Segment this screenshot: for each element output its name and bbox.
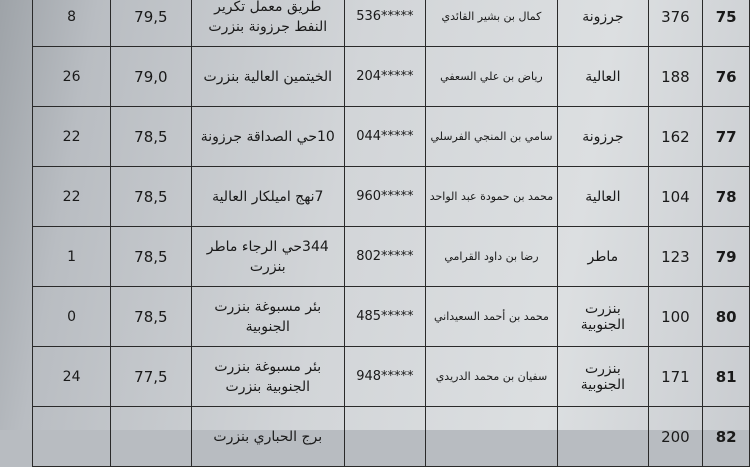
score-cell: 78,5 — [111, 227, 191, 287]
code-cell: 171 — [648, 347, 703, 407]
table-row — [33, 347, 750, 407]
row-number: 78 — [703, 167, 750, 227]
name-cell: سفيان بن محمد الدريدي — [425, 347, 557, 407]
rank-cell: 26 — [33, 47, 111, 107]
code-cell: 376 — [648, 0, 703, 47]
address-cell: 7نهج اميلكار العالية — [191, 167, 344, 227]
table-row — [33, 227, 750, 287]
code-cell: 104 — [648, 167, 703, 227]
row-number: 76 — [703, 47, 750, 107]
row-number: 81 — [703, 347, 750, 407]
table-row — [33, 107, 750, 167]
address-cell: 10حي الصداقة جرزونة — [191, 107, 344, 167]
table-row — [33, 287, 750, 347]
name-cell: محمد بن أحمد السعيداني — [425, 287, 557, 347]
table-row — [33, 47, 750, 107]
address-cell: الخيتمين العالية بنزرت — [191, 47, 344, 107]
name-cell — [425, 407, 557, 467]
code-cell: 123 — [648, 227, 703, 287]
rank-cell: 1 — [33, 227, 111, 287]
row-number: 79 — [703, 227, 750, 287]
rank-cell: 22 — [33, 107, 111, 167]
score-cell: 77,5 — [111, 347, 191, 407]
score-cell: 79,5 — [111, 0, 191, 47]
region-cell — [558, 407, 648, 467]
name-cell: رضا بن داود القرامي — [425, 227, 557, 287]
id-cell: 485***** — [344, 287, 425, 347]
row-number: 82 — [703, 407, 750, 467]
table-row — [33, 407, 750, 467]
code-cell: 100 — [648, 287, 703, 347]
region-cell: ماطر — [558, 227, 648, 287]
region-cell: بنزرت الجنوبية — [558, 287, 648, 347]
rank-cell: 8 — [33, 0, 111, 47]
address-cell: 344حي الرجاء ماطر بنزرت — [191, 227, 344, 287]
rank-cell: 24 — [33, 347, 111, 407]
region-cell: العالية — [558, 47, 648, 107]
id-cell: 802***** — [344, 227, 425, 287]
address-cell: بئر مسبوغة بنزرت الجنوبية بنزرت — [191, 347, 344, 407]
code-cell: 188 — [648, 47, 703, 107]
address-cell: برج الحباري بنزرت — [191, 407, 344, 467]
score-cell — [111, 407, 191, 467]
row-number: 77 — [703, 107, 750, 167]
code-cell: 162 — [648, 107, 703, 167]
code-cell: 200 — [648, 407, 703, 467]
score-cell: 79,0 — [111, 47, 191, 107]
rank-cell — [33, 407, 111, 467]
rank-cell: 22 — [33, 167, 111, 227]
table-row — [33, 167, 750, 227]
results-table — [32, 0, 750, 467]
region-cell: جرزونة — [558, 107, 648, 167]
score-cell: 78,5 — [111, 167, 191, 227]
id-cell: 536***** — [344, 0, 425, 47]
name-cell: محمد بن حمودة عبد الواحد — [425, 167, 557, 227]
id-cell: 044***** — [344, 107, 425, 167]
id-cell: 948***** — [344, 347, 425, 407]
row-number: 75 — [703, 0, 750, 47]
region-cell: جرزونة — [558, 0, 648, 47]
score-cell: 78,5 — [111, 287, 191, 347]
id-cell: 204***** — [344, 47, 425, 107]
table-row — [33, 0, 750, 47]
row-number: 80 — [703, 287, 750, 347]
id-cell: 960***** — [344, 167, 425, 227]
region-cell: العالية — [558, 167, 648, 227]
region-cell: بنزرت الجنوبية — [558, 347, 648, 407]
name-cell: كمال بن بشير القائدي — [425, 0, 557, 47]
id-cell — [344, 407, 425, 467]
address-cell: طريق معمل تكرير النفط جرزونة بنزرت — [191, 0, 344, 47]
rank-cell: 0 — [33, 287, 111, 347]
name-cell: رياض بن علي السعفي — [425, 47, 557, 107]
address-cell: بئر مسبوغة بنزرت الجنوبية — [191, 287, 344, 347]
results-table-body — [33, 0, 750, 467]
name-cell: سامي بن المنجي الفرسلي — [425, 107, 557, 167]
score-cell: 78,5 — [111, 107, 191, 167]
